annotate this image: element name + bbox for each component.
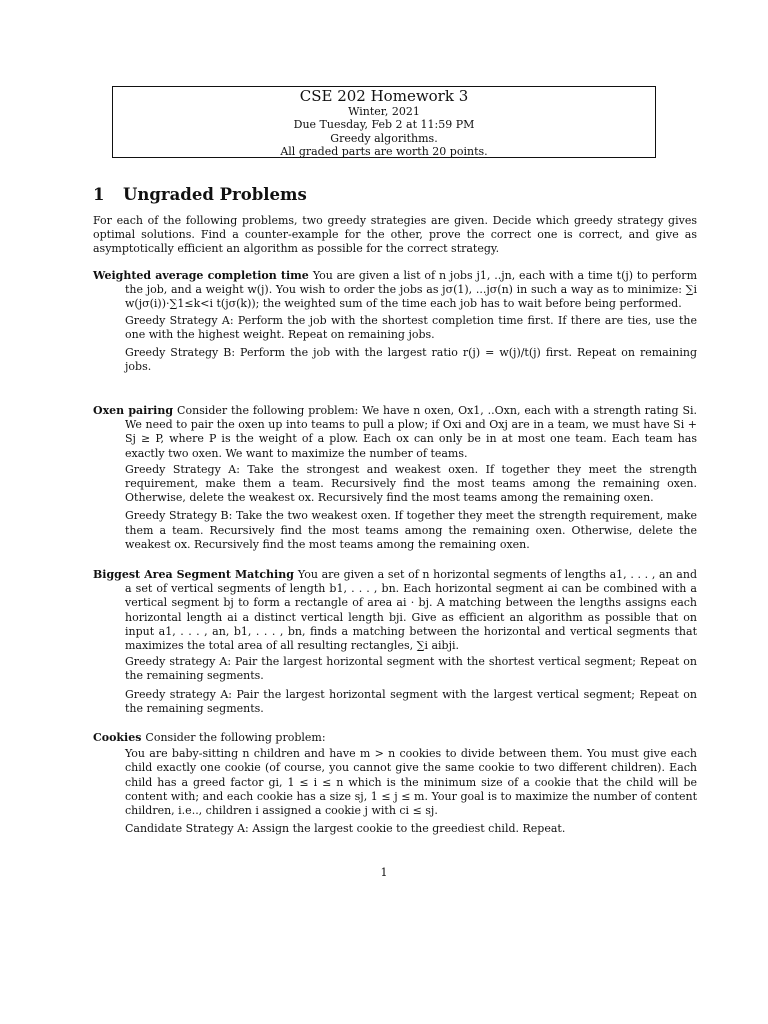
section-number: 1 — [93, 185, 105, 204]
grading-line: All graded parts are worth 20 points. — [280, 145, 488, 159]
problem-term: Oxen pairing — [93, 404, 174, 417]
problem-description: Consider the following problem: We have n oxen, Ox1, ..Oxn, each with a strength rating Si. We need to pair the oxen up into teams to pull a plow; if Oxi and Oxj are in a team, we must have Si + Sj ≥ P, where P is the weight of a plow. Each ox can only be in at most one team. Each team has exactly two oxen. We want to maximize the number of teams. — [125, 404, 697, 460]
section-title: Ungraded Problems — [123, 185, 307, 204]
problem-term: Weighted average completion time — [93, 269, 309, 282]
page-number: 1 — [380, 866, 388, 879]
document-title: CSE 202 Homework 3 — [299, 87, 469, 105]
problem-head — [93, 269, 697, 312]
strategy-b: Greedy Strategy B: Perform the job with the largest ratio r(j) = w(j)/t(j) first. Repeat on remaining jobs. — [125, 346, 697, 374]
problem-weighted-completion — [93, 269, 697, 374]
problem-head — [93, 731, 697, 745]
problem-segment-matching — [93, 568, 697, 716]
problem-term: Biggest Area Segment Matching — [93, 568, 294, 581]
problem-oxen-pairing — [93, 404, 697, 552]
problem-head — [93, 568, 697, 653]
due-date-line: Due Tuesday, Feb 2 at 11:59 PM — [293, 118, 475, 132]
problem-head — [93, 404, 697, 461]
strategy-a: Greedy Strategy A: Take the strongest and weakest oxen. If together they meet the strength requirement, make them a team. Recursively find the most teams among the remaining oxen. Otherwise, delete the weakest ox. Recursively find the most teams among the remaining oxen. — [125, 462, 697, 505]
section-heading — [93, 185, 307, 204]
problem-statement: You are baby-sitting n children and have m > n cookies to divide between them. You must give each child exactly one cookie (of course, you cannot give the same cookie to two different children). Each child has a greed factor gi, 1 ≤ i ≤ n which is the minimum size of a cookie that the child will be content with; and each cookie has a size sj, 1 ≤ j ≤ m. Your goal is to maximize the number of content children, i.e.., children i assigned a cookie j with ci ≤ sj. — [125, 747, 697, 818]
strategy-a: Greedy Strategy A: Perform the job with the shortest completion time first. If there are ties, use the one with the highest weight. Repeat on remaining jobs. — [125, 313, 697, 341]
term-line: Winter, 2021 — [348, 105, 420, 118]
topic-line: Greedy algorithms. — [330, 131, 438, 145]
candidate-strategy: Candidate Strategy A: Assign the largest cookie to the greediest child. Repeat. — [125, 822, 566, 836]
problem-description: You are given a list of n jobs j1, ..jn, each with a time t(j) to perform the job, and a weight w(j). You wish to order the jobs as jσ(1), ...jσ(n) in such a way as to minimize: ∑i w(jσ(i))·∑1≤k<i t(jσ(k)); the weighted sum of the time each job has to wait before being performed. — [125, 269, 697, 311]
problem-description: Consider the following problem: — [145, 731, 326, 744]
problem-description: You are given a set of n horizontal segments of lengths a1, . . . , an and a set of vertical segments of length b1, . . . , bn. Each horizontal segment ai can be combined with a vertical segment bj to form a rectangle of area ai · bj. A matching between the lengths assigns each horizontal length ai a distinct vertical length bji. Give as efficient an algorithm as possible that on input a1, . . . , an, b1, . . . , bn, finds a matching between the horizontal and vertical segments that maximizes the total area of all resulting rectangles, ∑i aibji. — [125, 568, 697, 653]
problem-cookies — [93, 731, 697, 836]
strategy-a: Greedy strategy A: Pair the largest horizontal segment with the shortest vertical segment; Repeat on the remaining segments. — [125, 655, 697, 683]
strategy-a-second: Greedy strategy A: Pair the largest horizontal segment with the largest vertical segment; Repeat on the remaining segments. — [125, 687, 697, 715]
problem-term: Cookies — [93, 731, 142, 744]
title-box — [112, 86, 656, 158]
section-intro: For each of the following problems, two greedy strategies are given. Decide which greedy strategy gives optimal solutions. Find a counter-example for the other, prove the correct one is correct, and give as asymptotically efficient an algorithm as possible for the correct strategy. — [93, 214, 697, 256]
strategy-b: Greedy Strategy B: Take the two weakest oxen. If together they meet the strength requirement, make them a team. Recursively find the most teams among the remaining oxen. Otherwise, delete the weakest ox. Recursively find the most teams among the remaining oxen. — [125, 509, 697, 551]
